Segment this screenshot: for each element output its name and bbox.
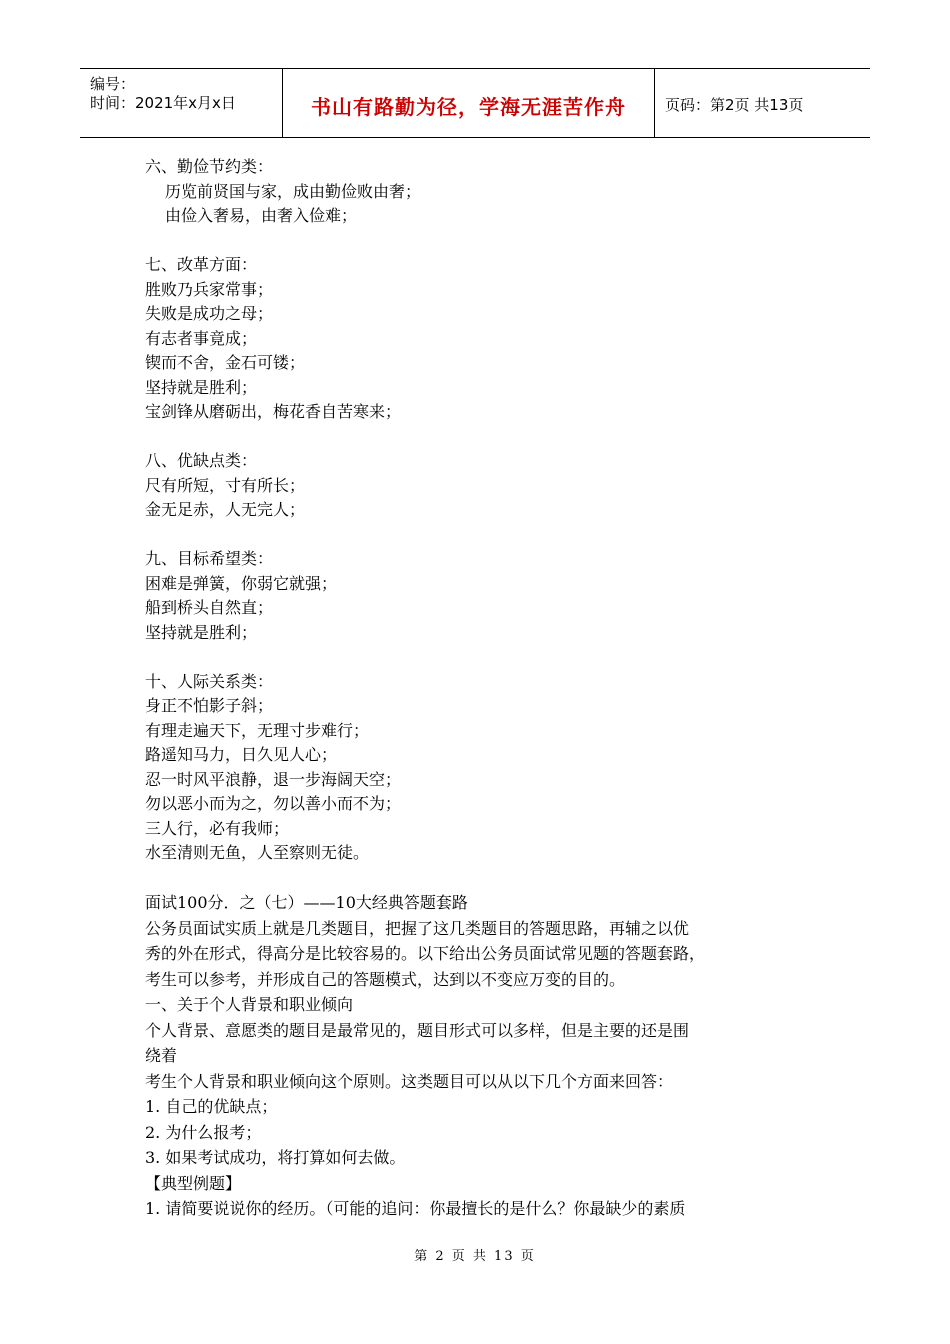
article-title: 面试100分．之（七）——10大经典答题套路 bbox=[145, 893, 468, 912]
proverb-line: 历览前贤国与家，成由勤俭败由奢； bbox=[165, 181, 422, 201]
proverb-line: 困难是弹簧，你弱它就强； bbox=[145, 573, 338, 593]
paragraph-line: 考生可以参考，并形成自己的答题模式，达到以不变应万变的目的。 bbox=[145, 969, 626, 989]
proverb-line: 宝剑锋从磨砺出，梅花香自苦寒来； bbox=[145, 402, 402, 421]
section-title: 七、改革方面： bbox=[145, 255, 258, 274]
proverb-line: 尺有所短，寸有所长； bbox=[145, 475, 306, 495]
proverb-line: 锲而不舍，金石可镂； bbox=[145, 353, 306, 372]
proverb-line: 有理走遍天下，无理寸步难行； bbox=[145, 720, 370, 740]
example-heading: 【典型例题】 bbox=[145, 1173, 242, 1193]
list-item: 1. 自己的优缺点； bbox=[145, 1097, 278, 1116]
proverb-line: 坚持就是胜利； bbox=[145, 377, 258, 397]
proverb-line: 身正不怕影子斜； bbox=[145, 696, 274, 715]
proverb-line: 有志者事竟成； bbox=[145, 328, 258, 348]
list-item: 1. 请简要说说你的经历。（可能的追问：你最擅长的是什么？你最缺少的素质 bbox=[145, 1199, 686, 1218]
paragraph-line: 绕着 bbox=[145, 1046, 178, 1065]
page-footer: 第 2 页 共 13 页 bbox=[414, 1249, 536, 1264]
blank-line bbox=[145, 523, 805, 548]
paragraph-line: 秀的外在形式，得高分是比较容易的。以下给出公务员面试常见题的答题套路， bbox=[145, 944, 706, 963]
proverb-line: 勿以恶小而为之，勿以善小而不为； bbox=[145, 794, 402, 813]
paragraph-line: 个人背景、意愿类的题目是最常见的，题目形式可以多样，但是主要的还是围 bbox=[145, 1020, 690, 1040]
header-page-cell bbox=[655, 69, 870, 137]
blank-line bbox=[145, 645, 805, 670]
proverb-line: 由俭入奢易，由奢入俭难； bbox=[165, 206, 358, 225]
header-time-label: 时间：2021年x月x日 bbox=[90, 94, 236, 112]
blank-line bbox=[145, 229, 805, 254]
header-motto-cell bbox=[283, 69, 655, 137]
proverb-line: 胜败乃兵家常事； bbox=[145, 279, 274, 299]
section-title: 六、勤俭节约类： bbox=[145, 157, 274, 176]
section-title: 九、目标希望类： bbox=[145, 549, 274, 568]
blank-line bbox=[145, 425, 805, 450]
proverb-line: 水至清则无鱼，人至察则无徒。 bbox=[145, 843, 370, 862]
proverb-line: 金无足赤，人无完人； bbox=[145, 500, 306, 519]
proverb-line: 路遥知马力，日久见人心； bbox=[145, 745, 338, 764]
document-body bbox=[145, 155, 805, 1222]
header-page-info: 页码：第2页 共13页 bbox=[665, 96, 804, 114]
proverb-line: 失败是成功之母； bbox=[145, 304, 274, 323]
header-number-label: 编号： bbox=[90, 75, 136, 93]
proverb-line: 坚持就是胜利； bbox=[145, 622, 258, 642]
proverb-line: 三人行，必有我师； bbox=[145, 818, 290, 838]
section-title: 十、人际关系类： bbox=[145, 671, 274, 691]
proverb-line: 忍一时风平浪静，退一步海阔天空； bbox=[145, 769, 402, 789]
section-title: 八、优缺点类： bbox=[145, 451, 258, 470]
list-item: 2. 为什么报考； bbox=[145, 1122, 262, 1142]
page-header bbox=[80, 68, 870, 138]
header-meta bbox=[80, 69, 283, 137]
header-motto: 书山有路勤为径，学海无涯苦作舟 bbox=[311, 95, 626, 119]
blank-line bbox=[145, 866, 805, 891]
list-item: 3. 如果考试成功，将打算如何去做。 bbox=[145, 1148, 406, 1167]
paragraph-line: 考生个人背景和职业倾向这个原则。这类题目可以从以下几个方面来回答： bbox=[145, 1071, 674, 1091]
subsection-heading: 一、关于个人背景和职业倾向 bbox=[145, 995, 354, 1014]
paragraph-line: 公务员面试实质上就是几类题目，把握了这几类题目的答题思路，再辅之以优 bbox=[145, 918, 690, 938]
proverb-line: 船到桥头自然直； bbox=[145, 598, 274, 617]
